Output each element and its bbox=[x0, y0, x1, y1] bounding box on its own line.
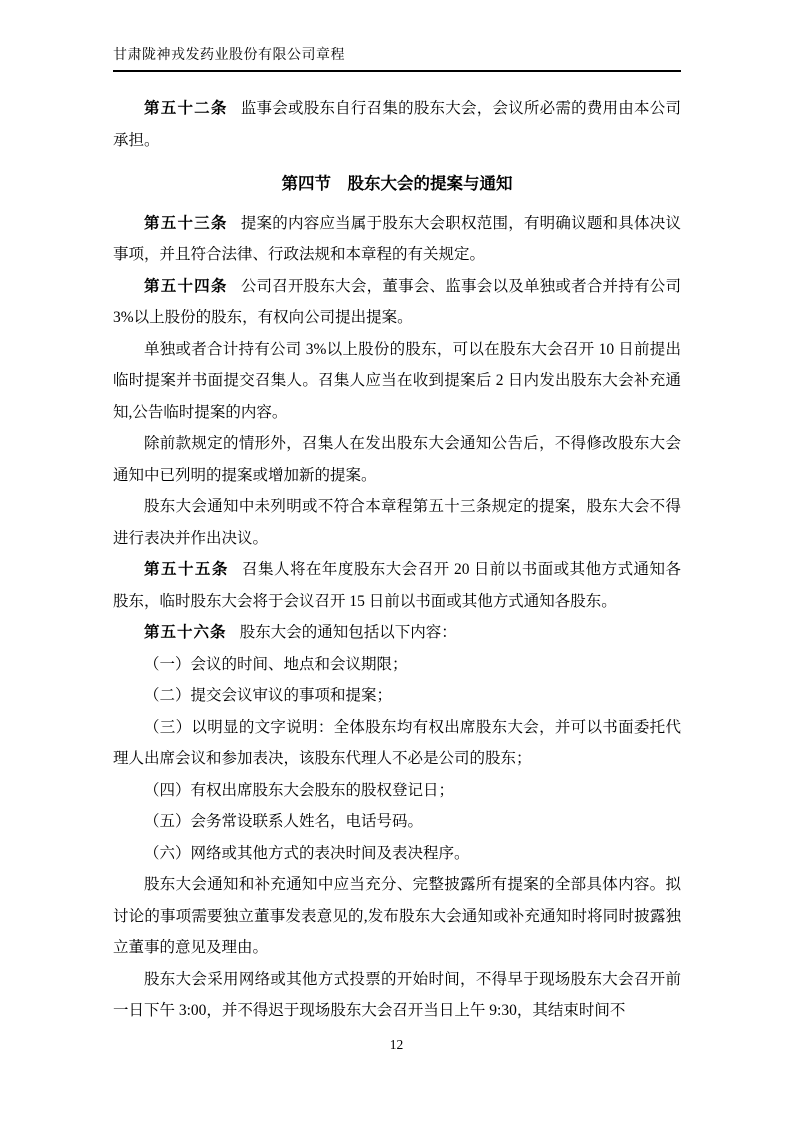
list-item: （一）会议的时间、地点和会议期限； bbox=[144, 655, 408, 673]
paragraph-text: 召集人将在年度股东大会召开 20 日前以书面或其他方式通知各股东，临时股东大会将于会议召开 15 日前以书面或其他方式通知各股东。 bbox=[113, 561, 681, 610]
header-title: 甘肃陇神戎发药业股份有限公司章程 bbox=[113, 48, 345, 63]
article-paragraph bbox=[113, 617, 681, 649]
document-body bbox=[113, 93, 681, 1027]
article-number: 第五十二条 bbox=[144, 100, 228, 117]
article-paragraph bbox=[113, 271, 681, 334]
body-paragraph: 单独或者合计持有公司 3%以上股份的股东，可以在股东大会召开 10 日前提出临时提案并书面提交召集人。召集人应当在收到提案后 2 日内发出股东大会补充通知,公告临时提案的内容。 bbox=[113, 340, 681, 421]
paragraph-text: 股东大会的通知包括以下内容： bbox=[239, 624, 457, 641]
body-paragraph: 股东大会通知和补充通知中应当充分、完整披露所有提案的全部具体内容。拟讨论的事项需要独立董事发表意见的,发布股东大会通知或补充通知时将同时披露独立董事的意见及理由。 bbox=[113, 876, 681, 956]
body-paragraph: 除前款规定的情形外，召集人在发出股东大会通知公告后，不得修改股东大会通知中已列明的提案或增加新的提案。 bbox=[113, 435, 681, 484]
article-paragraph bbox=[113, 93, 681, 156]
list-item: （六）网络或其他方式的表决时间及表决程序。 bbox=[144, 844, 470, 862]
article-number: 第五十五条 bbox=[144, 561, 229, 578]
list-item: （三）以明显的文字说明：全体股东均有权出席股东大会，并可以书面委托代理人出席会议和参加表决，该股东代理人不必是公司的股东； bbox=[113, 718, 681, 767]
article-number: 第五十四条 bbox=[144, 277, 228, 295]
section-heading: 第四节 股东大会的提案与通知 bbox=[281, 174, 513, 193]
article-number: 第五十三条 bbox=[144, 214, 228, 232]
body-paragraph: 股东大会通知中未列明或不符合本章程第五十三条规定的提案，股东大会不得进行表决并作出决议。 bbox=[113, 498, 681, 547]
body-paragraph: 股东大会采用网络或其他方式投票的开始时间，不得早于现场股东大会召开前一日下午 3:00，并不得迟于现场股东大会召开当日上午 9:30，其结束时间不 bbox=[113, 970, 681, 1019]
article-number: 第五十六条 bbox=[144, 624, 227, 641]
list-item: （四）有权出席股东大会股东的股权登记日； bbox=[144, 781, 455, 799]
list-item: （二）提交会议审议的事项和提案； bbox=[144, 687, 393, 704]
paragraph-text: 提案的内容应当属于股东大会职权范围，有明确议题和具体决议事项，并且符合法律、行政法规和本章程的有关规定。 bbox=[113, 214, 681, 263]
paragraph-text: 公司召开股东大会，董事会、监事会以及单独或者合并持有公司 3%以上股份的股东，有权向公司提出提案。 bbox=[113, 277, 681, 326]
article-paragraph bbox=[113, 208, 681, 271]
page-number: 12 bbox=[389, 1037, 404, 1052]
list-item: （五）会务常设联系人姓名，电话号码。 bbox=[144, 813, 424, 830]
article-paragraph bbox=[113, 554, 681, 617]
paragraph-text: 监事会或股东自行召集的股东大会，会议所必需的费用由本公司承担。 bbox=[113, 100, 681, 149]
page-header bbox=[113, 44, 681, 72]
